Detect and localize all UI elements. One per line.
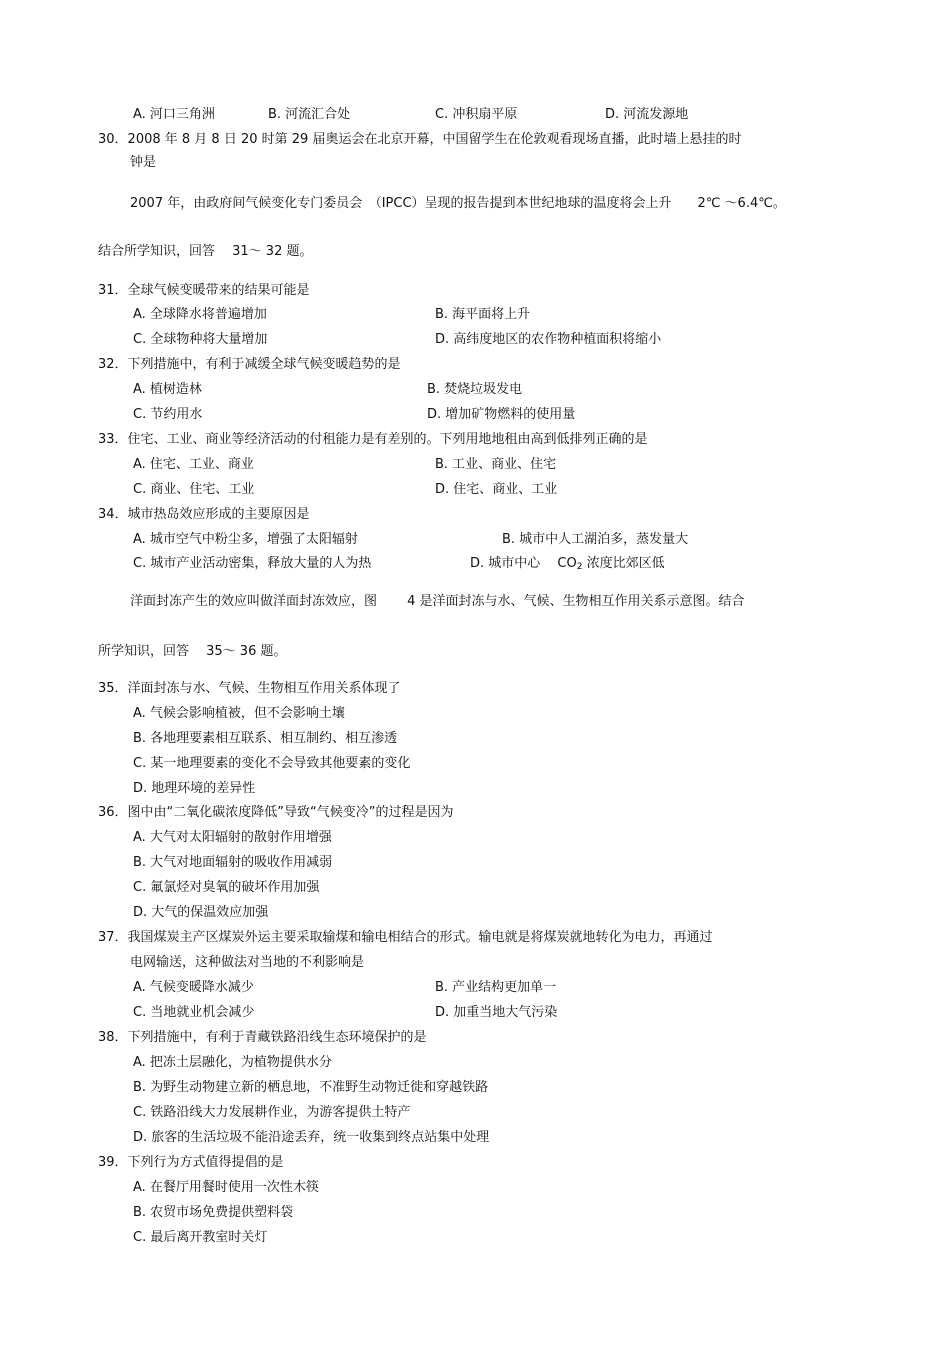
option-a: A. 河口三角洲: [133, 107, 215, 122]
option-a: A. 在餐厅用餐时使用一次性木筷: [133, 1180, 319, 1195]
options-row: [0, 1004, 950, 1022]
question-stem: 35．洋面封冻与水、气候、生物相互作用关系体现了: [98, 681, 401, 696]
passage-text: 结合所学知识，回答 31～ 32 题。: [98, 244, 313, 259]
option-c: C. 全球物种将大量增加: [133, 332, 268, 347]
option-d: D. 加重当地大气污染: [435, 1005, 558, 1020]
option-c: C. 最后离开教室时关灯: [133, 1230, 268, 1245]
options-row: [0, 381, 950, 399]
question-stem-cont: 电网输送，这种做法对当地的不利影响是: [130, 955, 365, 970]
question-stem: 38．下列措施中，有利于青藏铁路沿线生态环境保护的是: [98, 1030, 427, 1045]
options-row: [0, 406, 950, 424]
options-row: [0, 979, 950, 997]
option-a: A. 气候会影响植被，但不会影响土壤: [133, 706, 345, 721]
option-a: A. 把冻土层融化，为植物提供水分: [133, 1055, 332, 1070]
options-row: [0, 555, 950, 573]
option-b: B. 产业结构更加单一: [435, 980, 557, 995]
q29-options: [0, 106, 950, 124]
option-b: B. 河流汇合处: [268, 107, 351, 122]
question-stem: 33．住宅、工业、商业等经济活动的付租能力是有差别的。下列用地地租由高到低排列正确的是: [98, 432, 648, 447]
option-a: A. 城市空气中粉尘多，增强了太阳辐射: [133, 532, 358, 547]
option-c: C. 氟氯烃对臭氧的破坏作用加强: [133, 880, 320, 895]
option-a: A. 植树造林: [133, 382, 202, 397]
option-d-text: D. 城市中心 CO: [470, 556, 577, 571]
option-c: C. 某一地理要素的变化不会导致其他要素的变化: [133, 756, 411, 771]
option-a: A. 住宅、工业、商业: [133, 457, 254, 472]
option-b: B. 焚烧垃圾发电: [427, 382, 523, 397]
question-stem: 30．2008 年 8 月 8 日 20 时第 29 届奥运会在北京开幕，中国留学生在伦敦观看现场直播，此时墙上悬挂的时: [98, 132, 742, 147]
option-d: D. 大气的保温效应加强: [133, 905, 269, 920]
options-row: [0, 456, 950, 474]
question-stem: 37．我国煤炭主产区煤炭外运主要采取输煤和输电相结合的形式。输电就是将煤炭就地转化为电力，再通过: [98, 930, 713, 945]
option-d: D. 旅客的生活垃圾不能沿途丢弃，统一收集到终点站集中处理: [133, 1130, 490, 1145]
option-b: B. 大气对地面辐射的吸收作用减弱: [133, 855, 333, 870]
option-c: C. 节约用水: [133, 407, 203, 422]
option-b: B. 农贸市场免费提供塑料袋: [133, 1205, 294, 1220]
option-c: C. 城市产业活动密集，释放大量的人为热: [133, 556, 372, 571]
question-stem: 36．图中由“二氧化碳浓度降低”导致“气候变冷”的过程是因为: [98, 805, 454, 820]
passage-text: 所学知识，回答 35～ 36 题。: [98, 644, 287, 659]
options-row: [0, 331, 950, 349]
option-a: A. 全球降水将普遍增加: [133, 307, 267, 322]
question-stem: 34．城市热岛效应形成的主要原因是: [98, 507, 310, 522]
option-d: D. 地理环境的差异性: [133, 781, 256, 796]
options-row: [0, 531, 950, 549]
option-c: C. 铁路沿线大力发展耕作业，为游客提供土特产: [133, 1105, 411, 1120]
option-d: D. 河流发源地: [605, 107, 689, 122]
option-a: A. 气候变暖降水减少: [133, 980, 254, 995]
options-row: [0, 481, 950, 499]
passage-text: 2007 年，由政府间气候变化专门委员会 （IPCC）呈现的报告提到本世纪地球的温度将会上升 2℃ ～6.4℃。: [130, 196, 786, 211]
option-b: B. 海平面将上升: [435, 307, 531, 322]
option-a: A. 大气对太阳辐射的散射作用增强: [133, 830, 332, 845]
option-b: B. 为野生动物建立新的栖息地，不准野生动物迁徙和穿越铁路: [133, 1080, 489, 1095]
option-c: C. 冲积扇平原: [435, 107, 518, 122]
option-d: D. 住宅、商业、工业: [435, 482, 558, 497]
question-stem: 39．下列行为方式值得提倡的是: [98, 1155, 284, 1170]
option-d: D. 增加矿物燃料的使用量: [427, 407, 576, 422]
question-stem: 31．全球气候变暖带来的结果可能是: [98, 283, 310, 298]
option-b: B. 各地理要素相互联系、相互制约、相互渗透: [133, 731, 398, 746]
options-row: [0, 306, 950, 324]
option-b: B. 工业、商业、住宅: [435, 457, 557, 472]
option-c: C. 商业、住宅、工业: [133, 482, 255, 497]
option-c: C. 当地就业机会减少: [133, 1005, 255, 1020]
passage-text: 洋面封冻产生的效应叫做洋面封冻效应，图 4 是洋面封冻与水、气候、生物相互作用关系示意图。结合: [130, 594, 745, 609]
option-b: B. 城市中人工湖泊多，蒸发量大: [502, 532, 689, 547]
option-d: D. 高纬度地区的农作物种植面积将缩小: [435, 332, 662, 347]
co2-subscript: 2: [576, 562, 583, 572]
option-d: [470, 555, 665, 576]
question-stem-cont: 钟是: [130, 155, 157, 170]
option-d-text-end: 浓度比郊区低: [582, 556, 665, 571]
question-stem: 32．下列措施中，有利于减缓全球气候变暖趋势的是: [98, 357, 401, 372]
